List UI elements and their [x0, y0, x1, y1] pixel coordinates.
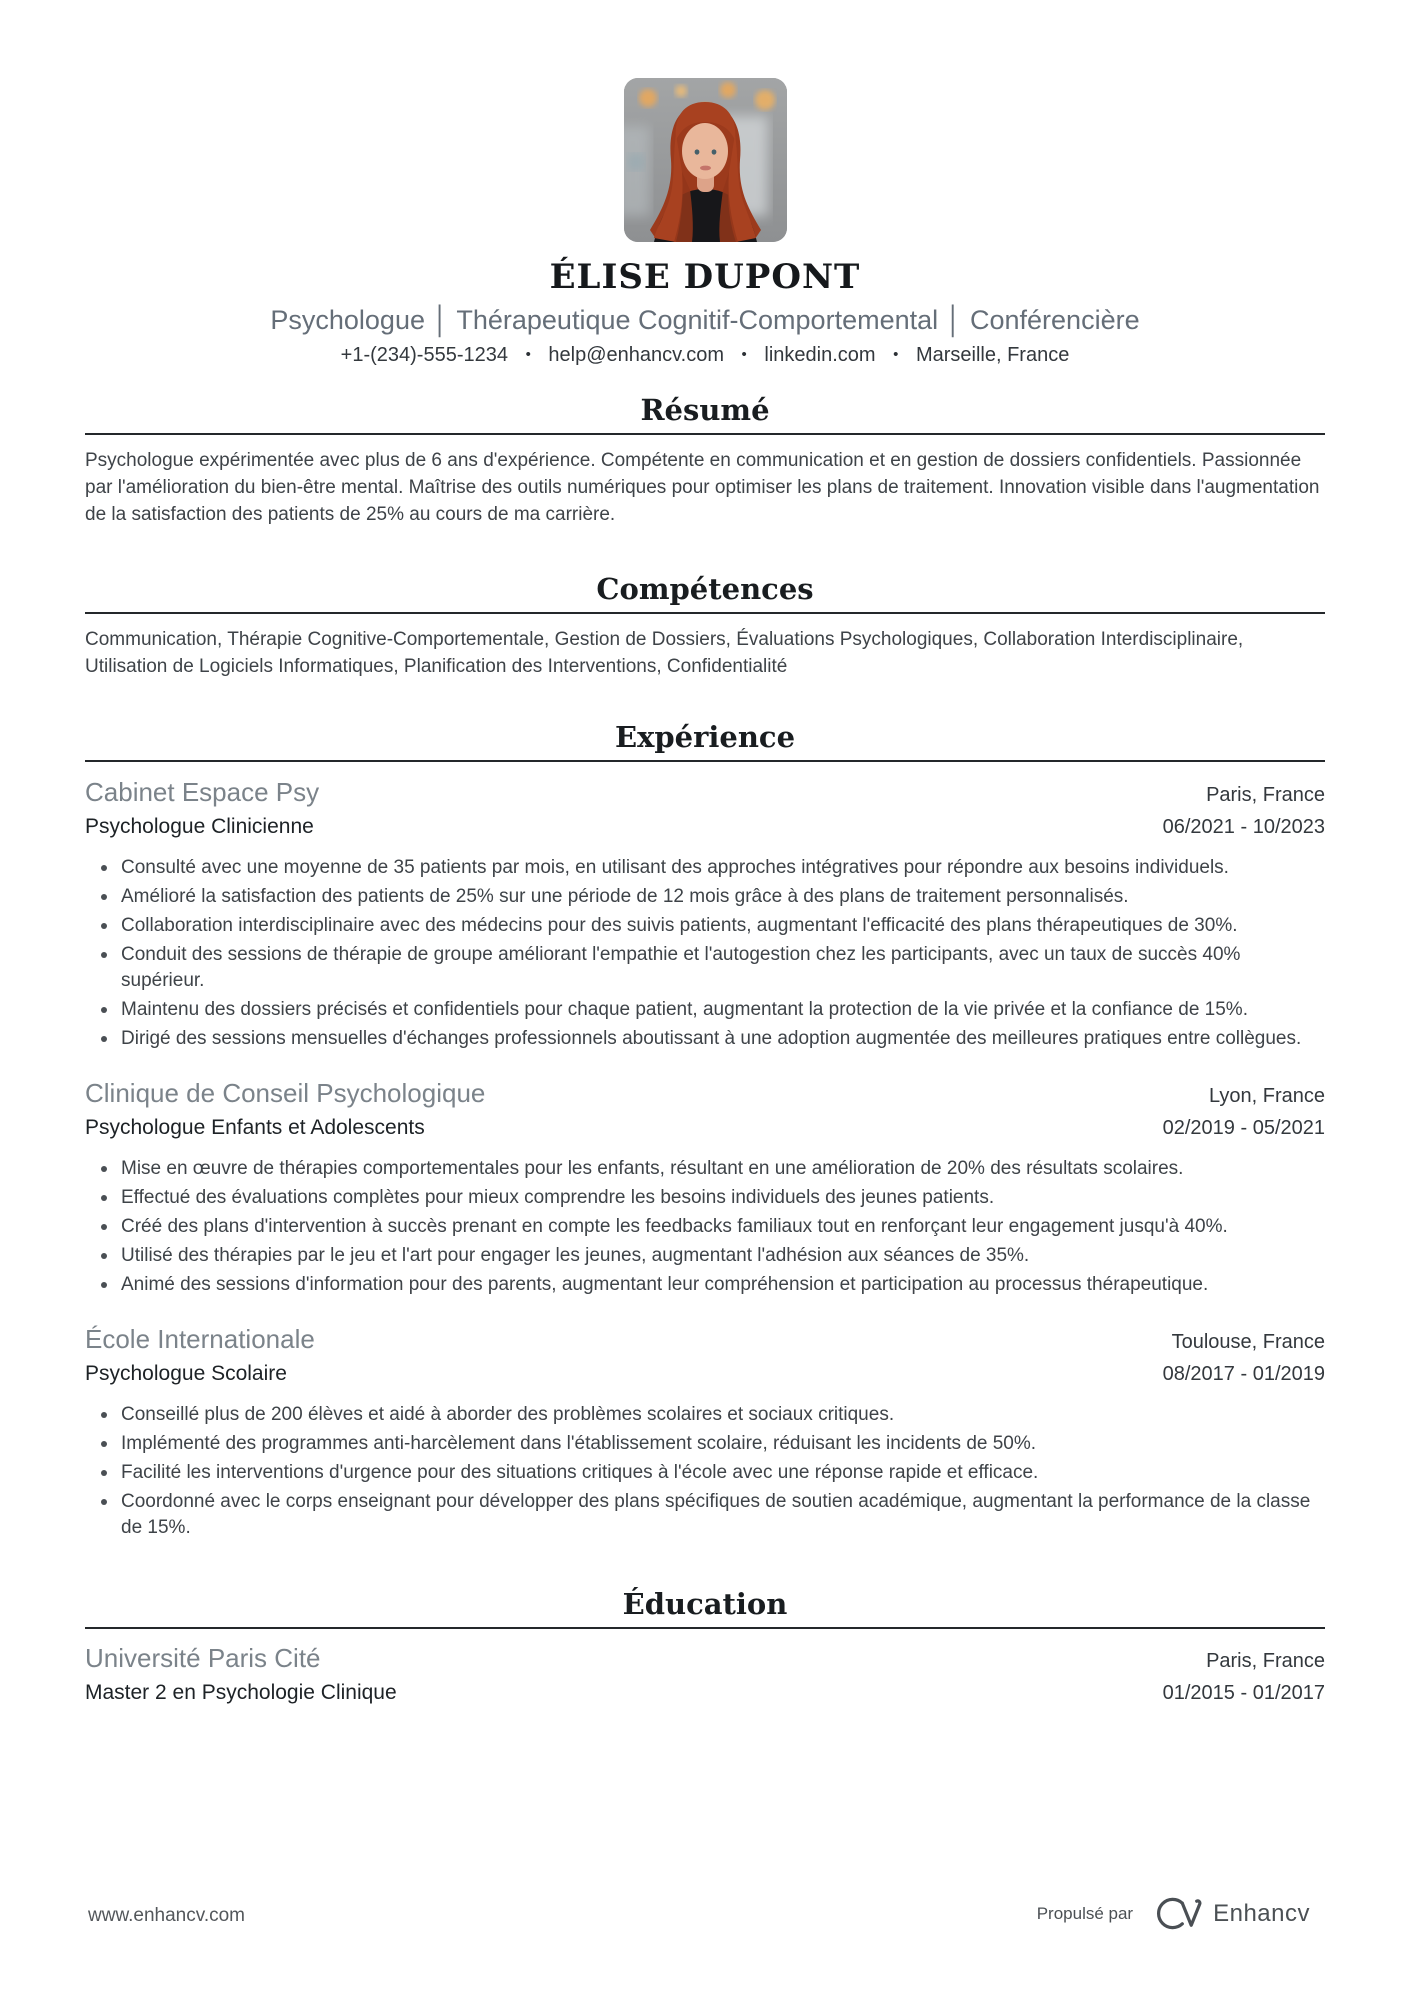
job-bullet: Amélioré la satisfaction des patients de 25% sur une période de 12 mois grâce à des plans de traitement personnalisés.	[85, 884, 1325, 910]
experience-entry	[85, 1324, 1325, 1541]
job-bullet: Animé des sessions d'information pour des parents, augmentant leur compréhension et participation au processus thérapeutique.	[85, 1272, 1325, 1298]
resume-text: Psychologue expérimentée avec plus de 6 ans d'expérience. Compétente en communication et en gestion de dossiers confidentiels. Passionnée par l'amélioration du bien-être mental. Maîtrise des outils numériques pour optimiser les plans de traitement. Innovation visible dans l'augmentation de la satisfaction des patients de 25% au cours de ma carrière.	[85, 450, 1320, 525]
section-competences-heading: Compétences	[85, 572, 1325, 614]
job-bullet: Consulté avec une moyenne de 35 patients par mois, en utilisant des approches intégratives pour répondre aux besoins individuels.	[85, 855, 1325, 881]
education-location: Paris, France	[1206, 1650, 1325, 1672]
job-bullet: Conseillé plus de 200 élèves et aidé à aborder des problèmes scolaires et sociaux critiques.	[85, 1402, 1325, 1428]
job-dates: 06/2021 - 10/2023	[1162, 816, 1325, 838]
powered-by-label: Propulsé par	[1036, 1903, 1134, 1923]
experience-entry-subheader	[85, 814, 1325, 840]
contact-location: Marseille, France	[915, 344, 1070, 366]
job-bullet-list	[85, 1402, 1325, 1541]
contact-separator: •	[893, 346, 899, 363]
job-bullet: Maintenu des dossiers précisés et confidentiels pour chaque patient, augmentant la protection de la vie privée et la confiance de 15%.	[85, 997, 1325, 1023]
candidate-name: ÉLISE DUPONT	[549, 257, 861, 297]
education-entry-header	[85, 1643, 1325, 1677]
job-bullet: Effectué des évaluations complètes pour mieux comprendre les besoins individuels des jeunes patients.	[85, 1185, 1325, 1211]
job-location: Paris, France	[1206, 784, 1325, 806]
job-dates: 02/2019 - 05/2021	[1162, 1117, 1325, 1139]
competences-text: Communication, Thérapie Cognitive-Comportementale, Gestion de Dossiers, Évaluations Psychologiques, Collaboration Interdisciplinaire, Utilisation de Logiciels Informatiques, Planification des Interventions, Confidentialité	[85, 629, 1244, 677]
section-education	[85, 1587, 1325, 1706]
experience-entry-header	[85, 1078, 1325, 1112]
experience-entry-subheader	[85, 1361, 1325, 1387]
job-bullet: Conduit des sessions de thérapie de groupe améliorant l'empathie et l'autogestion chez les participants, avec un taux de succès 40% supérieur.	[85, 942, 1325, 994]
enhancv-wordmark: Enhancv	[1213, 1899, 1310, 1927]
experience-entry	[85, 1078, 1325, 1298]
job-bullet: Collaboration interdisciplinaire avec des médecins pour des suivis patients, augmentant l'efficacité des plans thérapeutiques de 30%.	[85, 913, 1325, 939]
section-resume-heading: Résumé	[85, 393, 1325, 435]
section-experience-heading: Expérience	[85, 720, 1325, 762]
education-entry	[85, 1643, 1325, 1706]
footer-branding[interactable]	[1037, 1894, 1310, 1933]
education-degree: Master 2 en Psychologie Clinique	[85, 1681, 397, 1704]
portrait-photo	[624, 78, 787, 242]
job-bullet: Dirigé des sessions mensuelles d'échanges professionnels aboutissant à une adoption augmentée des meilleures pratiques entre collègues.	[85, 1026, 1325, 1052]
job-bullet: Coordonné avec le corps enseignant pour développer des plans spécifiques de soutien académique, augmentant la performance de la classe de 15%.	[85, 1489, 1325, 1541]
job-role: Psychologue Scolaire	[85, 1362, 287, 1385]
job-company: École Internationale	[85, 1324, 315, 1354]
contact-separator: •	[741, 346, 747, 363]
education-dates: 01/2015 - 01/2017	[1162, 1682, 1325, 1704]
job-bullet: Créé des plans d'intervention à succès prenant en compte les feedbacks familiaux tout en renforçant leur engagement jusqu'à 40%.	[85, 1214, 1325, 1240]
experience-entry-header	[85, 1324, 1325, 1358]
contact-linkedin[interactable]: linkedin.com	[764, 344, 876, 366]
job-role: Psychologue Clinicienne	[85, 815, 314, 838]
section-resume	[85, 393, 1325, 528]
contact-phone: +1-(234)-555-1234	[340, 344, 508, 366]
job-company: Clinique de Conseil Psychologique	[85, 1078, 486, 1108]
contact-separator: •	[525, 346, 531, 363]
job-location: Toulouse, France	[1171, 1331, 1325, 1353]
job-bullet: Utilisé des thérapies par le jeu et l'art pour engager les jeunes, augmentant l'adhésion aux séances de 35%.	[85, 1243, 1325, 1269]
footer-website-link[interactable]: www.enhancv.com	[88, 1905, 245, 1926]
contact-line	[85, 343, 1325, 367]
section-competences	[85, 572, 1325, 680]
portrait-photo-illustration	[624, 78, 787, 242]
candidate-title: Psychologue │ Thérapeutique Cognitif-Comportemental │ Conférencière	[270, 305, 1140, 335]
experience-entry-subheader	[85, 1115, 1325, 1141]
job-bullet: Mise en œuvre de thérapies comportementales pour les enfants, résultant en une amélioration de 20% des résultats scolaires.	[85, 1156, 1325, 1182]
education-school: Université Paris Cité	[85, 1643, 321, 1673]
education-entry-subheader	[85, 1680, 1325, 1706]
job-dates: 08/2017 - 01/2019	[1162, 1363, 1325, 1385]
job-role: Psychologue Enfants et Adolescents	[85, 1116, 425, 1139]
job-bullet-list	[85, 1156, 1325, 1298]
job-location: Lyon, France	[1209, 1085, 1325, 1107]
contact-email[interactable]: help@enhancv.com	[548, 344, 724, 366]
job-bullet: Facilité les interventions d'urgence pour des situations critiques à l'école avec une réponse rapide et efficace.	[85, 1460, 1325, 1486]
section-experience	[85, 720, 1325, 1541]
job-bullet: Implémenté des programmes anti-harcèlement dans l'établissement scolaire, réduisant les incidents de 50%.	[85, 1431, 1325, 1457]
enhancv-logo-icon	[1155, 1894, 1203, 1933]
experience-entry-header	[85, 777, 1325, 811]
job-company: Cabinet Espace Psy	[85, 777, 320, 807]
job-bullet-list	[85, 855, 1325, 1052]
section-education-heading: Éducation	[85, 1587, 1325, 1629]
experience-entry	[85, 777, 1325, 1052]
